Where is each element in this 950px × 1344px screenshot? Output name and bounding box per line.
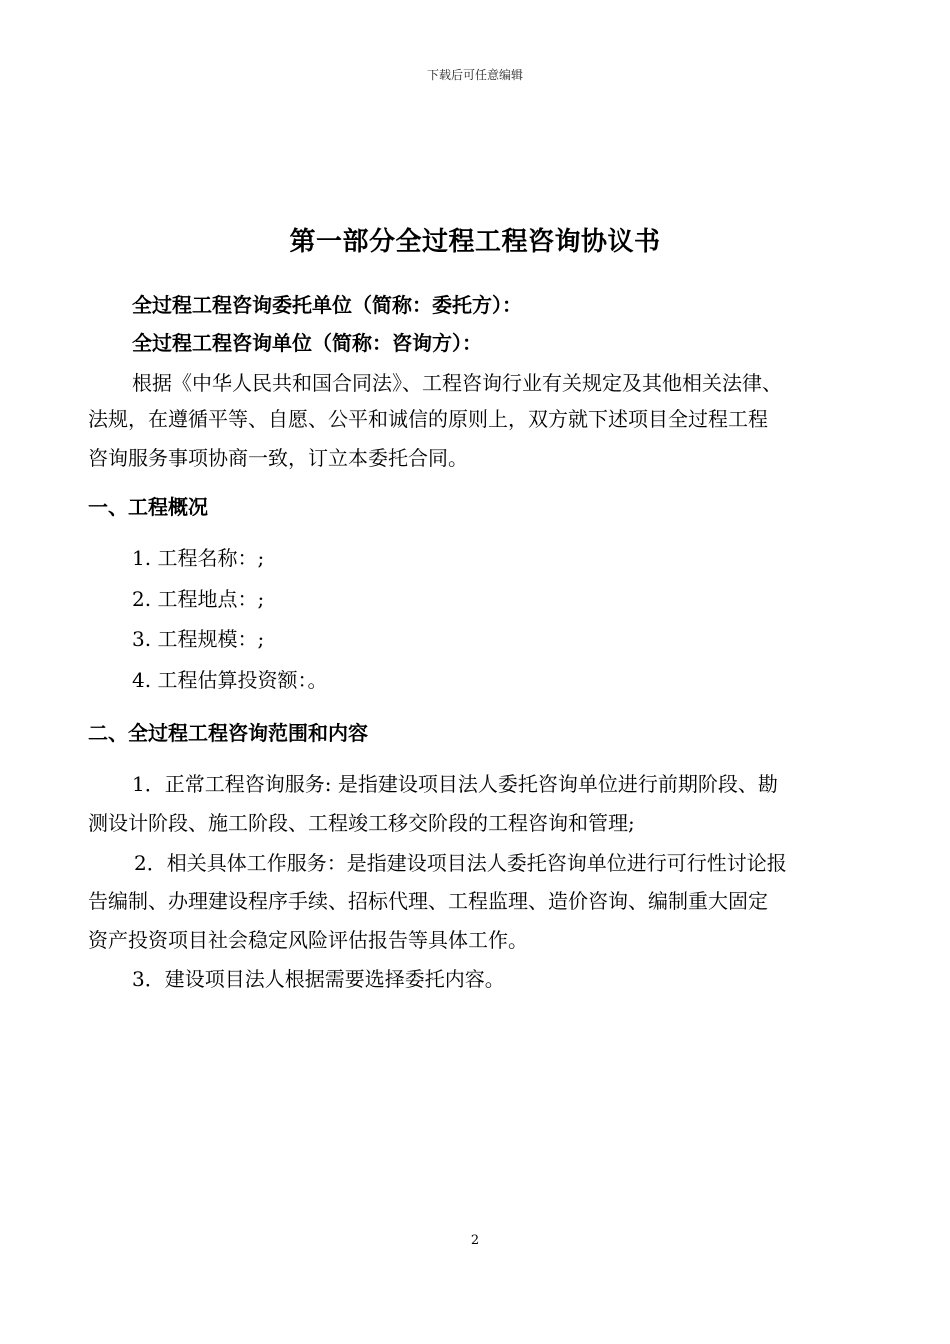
intro-line-1: 根据《中华人民共和国合同法》、工程咨询行业有关规定及其他相关法律、 <box>132 371 782 395</box>
header-note: 下载后可任意编辑 <box>426 68 523 82</box>
intro-line-3: 咨询服务事项协商一致，订立本委托合同。 <box>88 446 468 470</box>
section-2-item-1-line-2: 测设计阶段、施工阶段、工程竣工移交阶段的工程咨询和管理; <box>88 811 635 835</box>
section-2-item-3: 3．建设项目法人根据需要选择委托内容。 <box>132 967 505 991</box>
section-1-item: 3. 工程规模：; <box>132 627 265 651</box>
section-2-item-1-line-1: 1．正常工程咨询服务: 是指建设项目法人委托咨询单位进行前期阶段、勘 <box>132 772 778 796</box>
consultant-party-line: 全过程工程咨询单位（简称：咨询方）： <box>132 331 482 355</box>
section-2-item-2-line-2: 告编制、办理建设程序手续、招标代理、工程监理、造价咨询、编制重大固定 <box>88 889 768 913</box>
section-1-heading: 一、工程概况 <box>88 495 208 519</box>
document-title: 第一部分全过程工程咨询协议书 <box>289 227 661 257</box>
section-1-item: 4. 工程估算投资额：。 <box>132 668 328 692</box>
intro-line-2: 法规，在遵循平等、自愿、公平和诚信的原则上，双方就下述项目全过程工程 <box>88 407 768 431</box>
client-party-line: 全过程工程咨询委托单位（简称：委托方）： <box>132 293 522 317</box>
section-2-item-2-line-1: 2．相关具体工作服务：是指建设项目法人委托咨询单位进行可行性讨论报 <box>134 851 787 875</box>
section-2-item-2-line-3: 资产投资项目社会稳定风险评估报告等具体工作。 <box>88 928 528 952</box>
page-number: 2 <box>470 1233 480 1248</box>
section-1-item: 2. 工程地点：; <box>132 587 265 611</box>
section-2-heading: 二、全过程工程咨询范围和内容 <box>88 721 368 745</box>
section-1-item: 1. 工程名称：; <box>132 546 265 570</box>
